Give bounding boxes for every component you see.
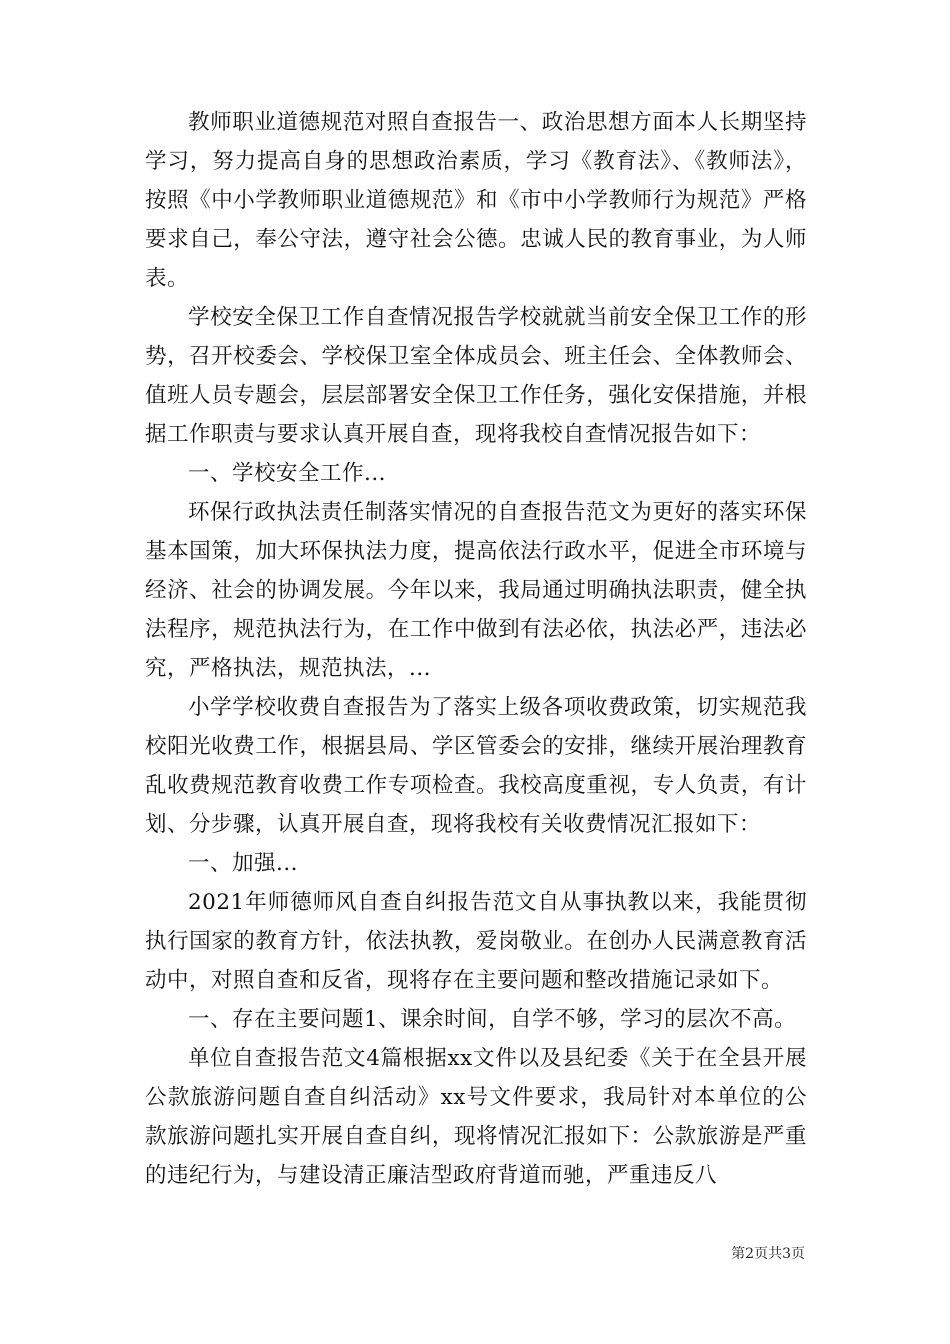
page-number: 第2页共3页 <box>731 1246 805 1262</box>
document-body <box>145 103 807 1195</box>
paragraph: 环保行政执法责任制落实情况的自查报告范文为更好的落实环保基本国策，加大环保执法力度，提高依法行政水平，促进全市环境与经济、社会的协调发展。今年以来，我局通过明确执法职责，健全执法程序，规范执法行为，在工作中做到有法必依，执法必严，违法必究，严格执法，规范执法，... <box>145 500 807 681</box>
paragraph: 一、学校安全工作... <box>188 461 387 486</box>
paragraph: 小学学校收费自查报告为了落实上级各项收费政策，切实规范我校阳光收费工作，根据县局、学区管委会的安排，继续开展治理教育乱收费规范教育收费工作专项检查。我校高度重视，专人负责，有计划、分步骤，认真开展自查，现将我校有关收费情况汇报如下： <box>145 695 807 837</box>
paragraph: 教师职业道德规范对照自查报告一、政治思想方面本人长期坚持学习，努力提高自身的思想政治素质，学习《教育法》、《教师法》，按照《中小学教师职业道德规范》和《市中小学教师行为规范》严格要求自己，奉公守法，遵守社会公德。忠诚人民的教育事业，为人师表。 <box>145 110 807 291</box>
paragraph: 学校安全保卫工作自查情况报告学校就就当前安全保卫工作的形势，召开校委会、学校保卫室全体成员会、班主任会、全体教师会、值班人员专题会，层层部署安全保卫工作任务，强化安保措施，并根据工作职责与要求认真开展自查，现将我校自查情况报告如下： <box>145 305 807 447</box>
paragraph: 单位自查报告范文4篇根据xx文件以及县纪委《关于在全县开展公款旅游问题自查自纠活动》xx号文件要求，我局针对本单位的公款旅游问题扎实开展自查自纠，现将情况汇报如下：公款旅游是严重的违纪行为，与建设清正廉洁型政府背道而驰，严重违反八 <box>145 1046 807 1188</box>
paragraph: 一、加强... <box>188 851 299 876</box>
paragraph: 2021年师德师风自查自纠报告范文自从事执教以来，我能贯彻执行国家的教育方针，依法执教，爱岗敬业。在创办人民满意教育活动中，对照自查和反省，现将存在主要问题和整改措施记录如下。 <box>145 890 807 993</box>
paragraph: 一、存在主要问题1、课余时间，自学不够，学习的层次不高。 <box>188 1007 797 1032</box>
